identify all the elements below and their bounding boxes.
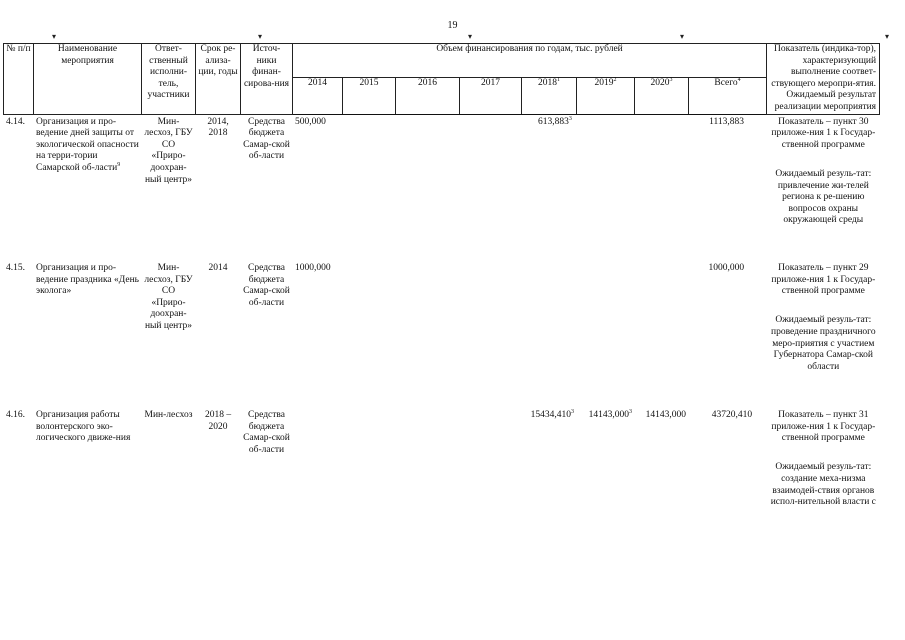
table-row xyxy=(4,408,880,509)
header-period: Срок ре-ализа-ции, годы xyxy=(196,44,241,115)
row-period: 2018 – 2020 xyxy=(204,410,232,432)
result-text: Ожидаемый резуль-тат: привлечение жи-телей региона к ре-шению вопросов охраны окружающей среды xyxy=(775,168,872,226)
cell-2020 xyxy=(635,114,689,261)
indicator-text: Показатель – пункт 31 приложе-ния 1 к Государ-ственной программе xyxy=(771,410,876,444)
header-year: 2018$^1$ xyxy=(522,78,577,114)
result-text: Ожидаемый резуль-тат: создание меха-низма взаимодей-ствия органов испол-нительной власти с xyxy=(770,462,876,508)
cell-2015 xyxy=(343,261,396,408)
row-number: 4.15. xyxy=(6,263,25,274)
row-name: Организация и про-ведение дней защиты от экологической опасности на терри-тории Самарской об-ласти$^9$ xyxy=(36,116,139,173)
header-funding: Объем финансирования по годам, тыс. рублей xyxy=(293,44,767,78)
header-total: Всего$^4$ xyxy=(689,78,767,114)
scan-mark: ▾ xyxy=(258,32,263,41)
header-year: 2019$^2$ xyxy=(577,78,635,114)
cell-2016 xyxy=(396,114,460,261)
scan-mark: ▾ xyxy=(468,32,473,41)
row-period: 2014, 2018 xyxy=(207,116,229,139)
cell-2016 xyxy=(396,408,460,509)
header-year: 2020$^3$ xyxy=(635,78,689,114)
header-year: 2017 xyxy=(460,78,522,114)
scan-mark: ▾ xyxy=(52,32,57,41)
row-indicator xyxy=(767,261,880,408)
row-executor: Мин-лесхоз xyxy=(144,410,193,421)
cell-2014 xyxy=(293,408,343,509)
header-number: № п/п xyxy=(4,44,34,115)
row-indicator xyxy=(767,114,880,261)
row-number: 4.14. xyxy=(6,116,25,127)
cell-total: 1000,000 xyxy=(708,263,745,274)
header-executor: Ответ-ственный исполни-тель, участники xyxy=(142,44,196,115)
result-text: Ожидаемый резуль-тат: проведение праздничного меро-приятия с участием Губернатора Самар-ской области xyxy=(771,315,876,372)
cell-2014: 1000,000 xyxy=(295,263,331,274)
cell-2015 xyxy=(343,114,396,261)
header-indicator: Показатель (индика-тор), характеризующий выполнение соответ-ствующего меропри-ятия. Ожидаемый результат реализации мероприятия xyxy=(767,44,880,115)
row-executor: Мин-лесхоз, ГБУ СО «Приро-доохран-ный центр» xyxy=(144,116,193,185)
cell-2016 xyxy=(396,261,460,408)
cell-2019: 14143,000$^3$ xyxy=(588,409,632,421)
row-source: Средства бюджета Самар-ской об-ласти xyxy=(243,263,290,308)
cell-2020: 14143,000 xyxy=(645,410,686,421)
table-row xyxy=(4,261,880,408)
row-name: Организация и про-ведение праздника «День эколога» xyxy=(36,263,140,297)
cell-2018: 15434,410$^3$ xyxy=(530,409,574,421)
page-number: 19 xyxy=(447,20,458,31)
scan-mark: ▾ xyxy=(680,32,685,41)
row-number: 4.16. xyxy=(6,410,25,421)
cell-2017 xyxy=(460,408,522,509)
row-indicator xyxy=(767,408,880,509)
program-table xyxy=(3,43,880,509)
indicator-text: Показатель – пункт 29 приложе-ния 1 к Государ-ственной программе xyxy=(771,263,876,297)
cell-2015 xyxy=(343,408,396,509)
cell-2014: 500,000 xyxy=(295,116,326,127)
row-source: Средства бюджета Самар-ской об-ласти xyxy=(243,410,290,455)
cell-2017 xyxy=(460,114,522,261)
scan-mark: ▾ xyxy=(885,32,890,41)
cell-total: 43720,410 xyxy=(711,410,753,421)
row-name: Организация работы волонтерского эко-логического движе-ния xyxy=(36,410,131,444)
row-period: 2014 xyxy=(208,263,228,274)
cell-2018 xyxy=(522,261,577,408)
header-source: Источ-ники финан-сирова-ния xyxy=(241,44,293,115)
header-year: 2014 xyxy=(293,78,343,114)
cell-2020 xyxy=(635,261,689,408)
table-row xyxy=(4,114,880,261)
cell-2018: 613,883$^3$ xyxy=(538,115,572,127)
cell-total: 1113,883 xyxy=(709,116,745,127)
cell-2017 xyxy=(460,261,522,408)
header-year: 2015 xyxy=(343,78,396,114)
header-name: Наименование мероприятия xyxy=(34,44,142,115)
cell-2019 xyxy=(577,261,635,408)
row-source: Средства бюджета Самар-ской об-ласти xyxy=(243,116,290,162)
header-year: 2016 xyxy=(396,78,460,114)
cell-2019 xyxy=(577,114,635,261)
indicator-text: Показатель – пункт 30 приложе-ния 1 к Государ-ственной программе xyxy=(771,116,876,150)
row-executor: Мин-лесхоз, ГБУ СО «Приро-доохран-ный центр» xyxy=(144,263,193,332)
